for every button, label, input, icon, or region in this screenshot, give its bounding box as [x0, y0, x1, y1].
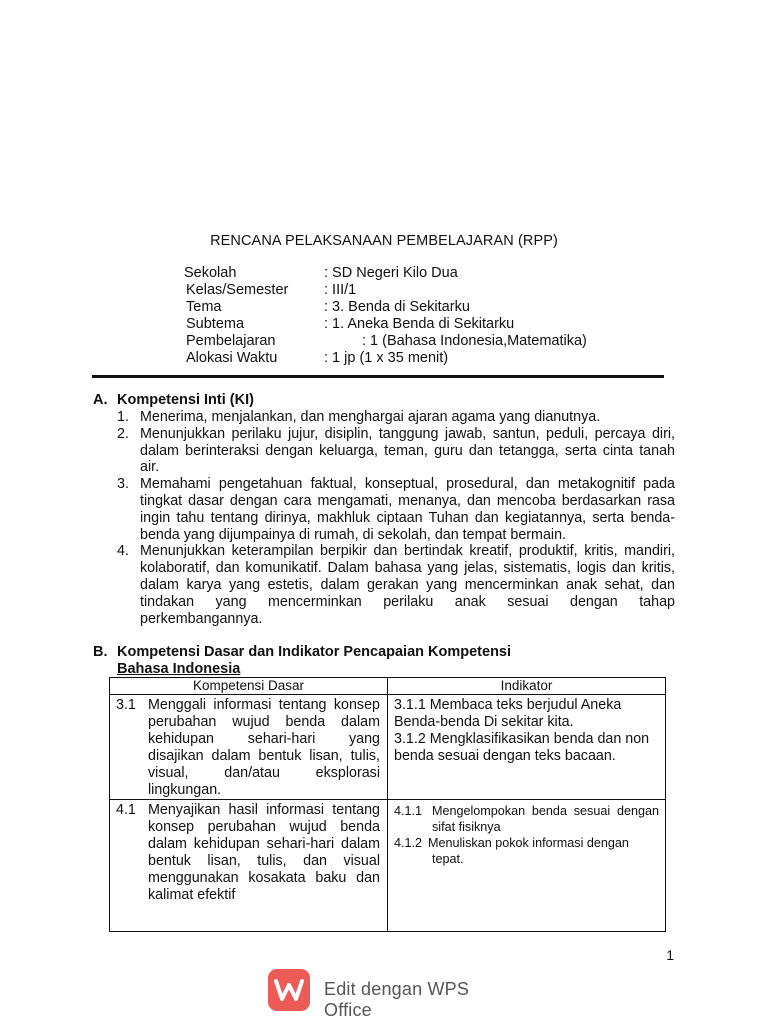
indicator-text: Menuliskan pokok informasi dengan tepat. [428, 836, 629, 866]
table-row [110, 695, 666, 800]
ki-item-number: 2. [117, 425, 129, 442]
table-row [110, 800, 666, 932]
identity-value-alokasi: : 1 jp (1 x 35 menit) [324, 350, 449, 366]
indicator-text: Mengelompokan benda sesuai dengan sifat fisiknya [432, 804, 659, 834]
list-item [117, 476, 675, 543]
indicator-item [394, 835, 659, 867]
kd-number: 4.1 [116, 802, 136, 818]
indicator-item [394, 803, 659, 835]
section-a-letter: A. [93, 392, 108, 408]
section-b-letter: B. [93, 644, 108, 660]
ki-item-text: Menerima, menjalankan, dan menghargai ajaran agama yang dianutnya. [140, 409, 601, 425]
identity-value-kelas: : III/1 [324, 282, 357, 298]
identity-label-alokasi: Alokasi Waktu [186, 350, 278, 366]
kd-text: Menyajikan hasil informasi tentang konsep perubahan wujud benda dalam kehidupan sehari-hari dalam bentuk lisan, tulis, dan visual menggunakan kosakata baku dan kalimat efektif [148, 802, 380, 903]
table-header-row [110, 678, 666, 695]
identity-value-pembelajaran: : 1 (Bahasa Indonesia,Matematika) [362, 333, 587, 349]
kd-indicator-table [109, 677, 666, 932]
identity-label-subtema: Subtema [186, 316, 245, 332]
document-title: RENCANA PELAKSANAAN PEMBELAJARAN (RPP) [210, 233, 558, 249]
identity-label-sekolah: Sekolah [184, 265, 237, 281]
identity-value-tema: : 3. Benda di Sekitarku [324, 299, 470, 315]
subject-subheading: Bahasa Indonesia [117, 661, 241, 677]
list-item [117, 543, 675, 627]
kd-text: Menggali informasi tentang konsep perubahan wujud benda dalam kehidupan sehari-hari yang disajikan dalam bentuk lisan, tulis, visual, dan/atau eksplorasi lingkungan. [148, 697, 380, 798]
section-b-heading: Kompetensi Dasar dan Indikator Pencapaian Kompetensi [117, 644, 512, 660]
indicator-cell [388, 800, 666, 932]
ki-item-text: Memahami pengetahuan faktual, konseptual, prosedural, dan metakognitif pada tingkat dasar dengan cara mengamati, menanya, dan mencoba berdasarkan rasa ingin tahu tentang dirinya, makhluk ciptaan Tuhan dan kegiatannya, serta benda-benda yang dijumpainya di rumah, di sekolah, dan tempat bermain. [140, 476, 675, 543]
list-item [117, 426, 675, 476]
identity-value-subtema: : 1. Aneka Benda di Sekitarku [324, 316, 515, 332]
identity-label-pembelajaran: Pembelajaran [186, 333, 276, 349]
identity-value-sekolah: : SD Negeri Kilo Dua [324, 265, 458, 281]
ki-item-text: Menunjukkan keterampilan berpikir dan bertindak kreatif, produktif, kritis, mandiri, kolaboratif, dan komunikatif. Dalam bahasa yang jelas, sistematis, logis dan kritis, dalam karya yang estetis, dalam gerakan yang mencerminkan anak sehat, dan tindakan yang mencerminkan perilaku anak sesuai dengan tahap perkembangannya. [140, 543, 675, 627]
indicator-item: 3.1.1 Membaca teks berjudul Aneka Benda-benda Di sekitar kita. [394, 697, 622, 730]
identity-label-tema: Tema [186, 299, 222, 315]
ki-list [117, 409, 675, 627]
column-header-kd: Kompetensi Dasar [110, 678, 388, 695]
kd-cell [110, 695, 388, 800]
wps-edit-label[interactable]: Edit dengan WPS Office [324, 979, 470, 1020]
column-header-indikator: Indikator [388, 678, 666, 695]
indicator-number: 4.1.1 [394, 804, 423, 818]
list-item [117, 409, 675, 426]
kd-number: 3.1 [116, 697, 136, 713]
kd-cell [110, 800, 388, 932]
ki-item-number: 3. [117, 476, 129, 493]
indicator-cell [388, 695, 666, 800]
header-divider [92, 375, 664, 378]
section-a-heading: Kompetensi Inti (KI) [117, 392, 254, 408]
ki-item-text: Menunjukkan perilaku jujur, disiplin, tanggung jawab, santun, peduli, percaya diri, dalam berinteraksi dengan keluarga, teman, guru dan tetangga, serta cinta tanah air. [140, 425, 675, 476]
ki-item-number: 1. [117, 409, 129, 425]
ki-item-number: 4. [117, 543, 129, 560]
wps-w-logo-icon [268, 969, 310, 1011]
wps-edit-banner[interactable] [268, 967, 516, 1020]
indicator-item: 3.1.2 Mengklasifikasikan benda dan non benda sesuai dengan teks bacaan. [394, 731, 650, 764]
page-number: 1 [666, 947, 674, 963]
identity-label-kelas: Kelas/Semester [186, 282, 289, 298]
indicator-number: 4.1.2 [394, 836, 423, 850]
